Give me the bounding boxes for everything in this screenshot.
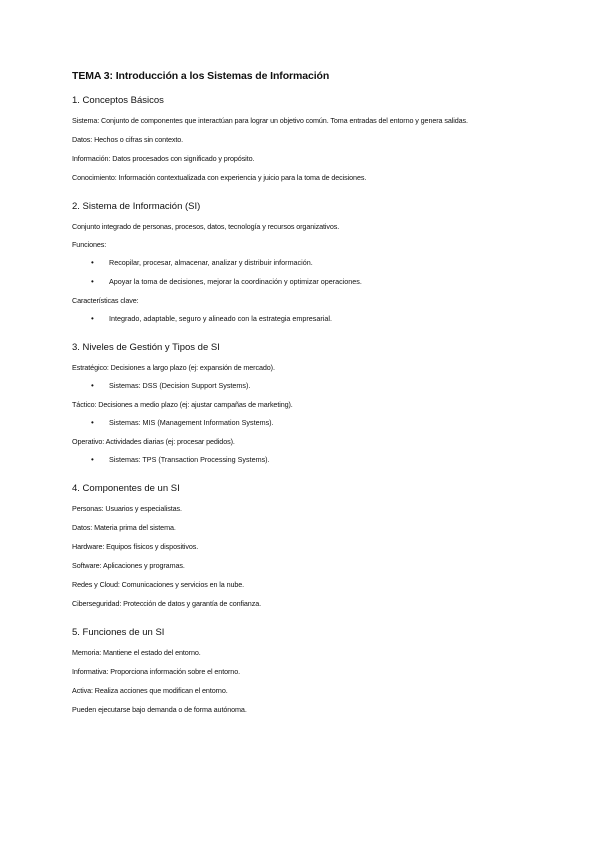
paragraph-caracteristicas-label: Características clave: (72, 296, 139, 305)
paragraph-informacion: Información: Datos procesados con significado y propósito. (72, 154, 255, 163)
list-item: • Sistemas: TPS (Transaction Processing Systems). (72, 454, 542, 465)
paragraph-estrategico: Estratégico: Decisiones a largo plazo (ej: expansión de mercado). (72, 363, 275, 372)
section-heading-componentes: 4. Componentes de un SI (72, 483, 180, 494)
bullet-list-funciones (72, 257, 542, 287)
document-title: TEMA 3: Introducción a los Sistemas de Información (72, 70, 330, 82)
section-heading-funciones: 5. Funciones de un SI (72, 627, 165, 638)
list-item: • Apoyar la toma de decisiones, mejorar la coordinación y optimizar operaciones. (72, 276, 542, 287)
paragraph-sistema: Sistema: Conjunto de componentes que interactúan para lograr un objetivo común. Toma entradas del entorno y genera salidas. (72, 116, 468, 125)
paragraph-memoria: Memoria: Mantiene el estado del entorno. (72, 648, 201, 657)
paragraph-si-definicion: Conjunto integrado de personas, procesos, datos, tecnología y recursos organizativos. (72, 222, 340, 231)
paragraph-tactico: Táctico: Decisiones a medio plazo (ej: ajustar campañas de marketing). (72, 400, 293, 409)
section-heading-niveles: 3. Niveles de Gestión y Tipos de SI (72, 342, 220, 353)
paragraph-ejecucion: Pueden ejecutarse bajo demanda o de forma autónoma. (72, 705, 247, 714)
list-item: • Sistemas: MIS (Management Information Systems). (72, 417, 542, 428)
paragraph-datos-comp: Datos: Materia prima del sistema. (72, 523, 176, 532)
bullet-list-tactico (72, 417, 542, 428)
paragraph-ciberseguridad: Ciberseguridad: Protección de datos y garantía de confianza. (72, 599, 261, 608)
paragraph-datos: Datos: Hechos o cifras sin contexto. (72, 135, 184, 144)
paragraph-personas: Personas: Usuarios y especialistas. (72, 504, 182, 513)
bullet-list-estrategico (72, 380, 542, 391)
paragraph-activa: Activa: Realiza acciones que modifican el entorno. (72, 686, 228, 695)
paragraph-informativa: Informativa: Proporciona información sobre el entorno. (72, 667, 240, 676)
section-heading-si: 2. Sistema de Información (SI) (72, 201, 201, 212)
paragraph-conocimiento: Conocimiento: Información contextualizada con experiencia y juicio para la toma de decisiones. (72, 173, 367, 182)
bullet-list-caracteristicas (72, 313, 542, 324)
paragraph-funciones-label: Funciones: (72, 240, 107, 249)
paragraph-software: Software: Aplicaciones y programas. (72, 561, 185, 570)
document-page (72, 70, 542, 723)
list-item: • Integrado, adaptable, seguro y alineado con la estrategia empresarial. (72, 313, 542, 324)
list-item: • Recopilar, procesar, almacenar, analizar y distribuir información. (72, 257, 542, 268)
section-heading-conceptos: 1. Conceptos Básicos (72, 95, 164, 106)
paragraph-redes: Redes y Cloud: Comunicaciones y servicios en la nube. (72, 580, 245, 589)
bullet-list-operativo (72, 454, 542, 465)
list-item: • Sistemas: DSS (Decision Support Systems). (72, 380, 542, 391)
paragraph-operativo: Operativo: Actividades diarias (ej: procesar pedidos). (72, 437, 235, 446)
paragraph-hardware: Hardware: Equipos físicos y dispositivos. (72, 542, 199, 551)
